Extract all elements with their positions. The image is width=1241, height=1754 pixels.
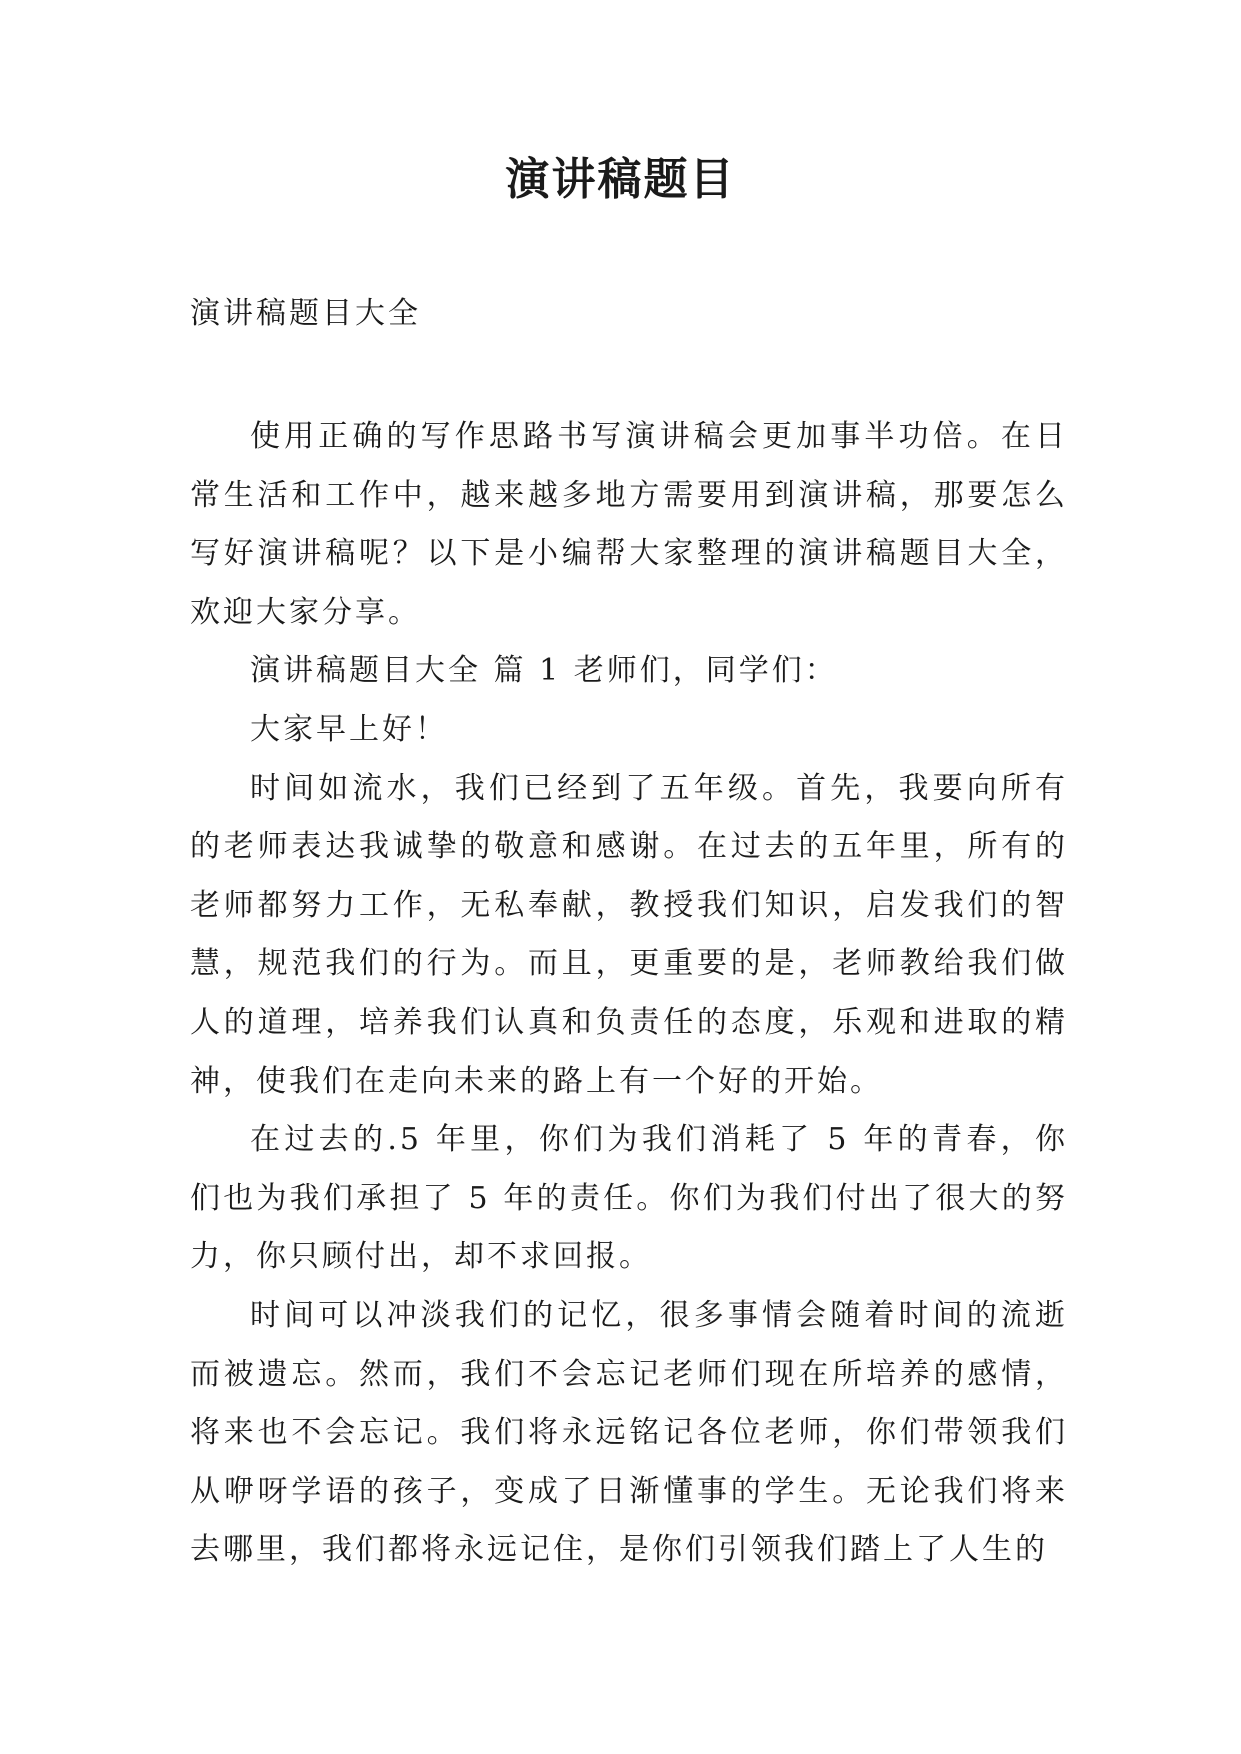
document-title: 演讲稿题目 <box>505 154 736 205</box>
paragraph-greeting: 大家早上好！ <box>250 711 448 747</box>
paragraph-body: 时间可以冲淡我们的记忆，很多事情会随着时间的流逝而被遗忘。然而，我们不会忘记老师们现在所培养的感情，将来也不会忘记。我们将永远铭记各位老师，你们带领我们从咿呀学语的孩子，变成了日渐懂事的学生。无论我们将来去哪里，我们都将永远记住，是你们引领我们踏上了人生的 <box>190 1297 1068 1568</box>
paragraph-body: 时间如流水，我们已经到了五年级。首先，我要向所有的老师表达我诚挚的敬意和感谢。在过去的五年里，所有的老师都努力工作，无私奉献，教授我们知识，启发我们的智慧，规范我们的行为。而且，更重要的是，老师教给我们做人的道理，培养我们认真和负责任的态度，乐观和进取的精神，使我们在走向未来的路上有一个好的开始。 <box>190 770 1068 1099</box>
paragraph-body: 在过去的.5 年里，你们为我们消耗了 5 年的青春，你们也为我们承担了 5 年的责任。你们为我们付出了很大的努力，你只顾付出，却不求回报。 <box>190 1122 1068 1275</box>
paragraph-intro: 使用正确的写作思路书写演讲稿会更加事半功倍。在日常生活和工作中，越来越多地方需要用到演讲稿，那要怎么写好演讲稿呢？以下是小编帮大家整理的演讲稿题目大全，欢迎大家分享。 <box>190 419 1068 630</box>
document-subtitle: 演讲稿题目大全 <box>190 296 421 331</box>
paragraph-section-heading: 演讲稿题目大全 篇 1 老师们，同学们： <box>250 653 838 689</box>
document-body <box>190 408 1068 1580</box>
